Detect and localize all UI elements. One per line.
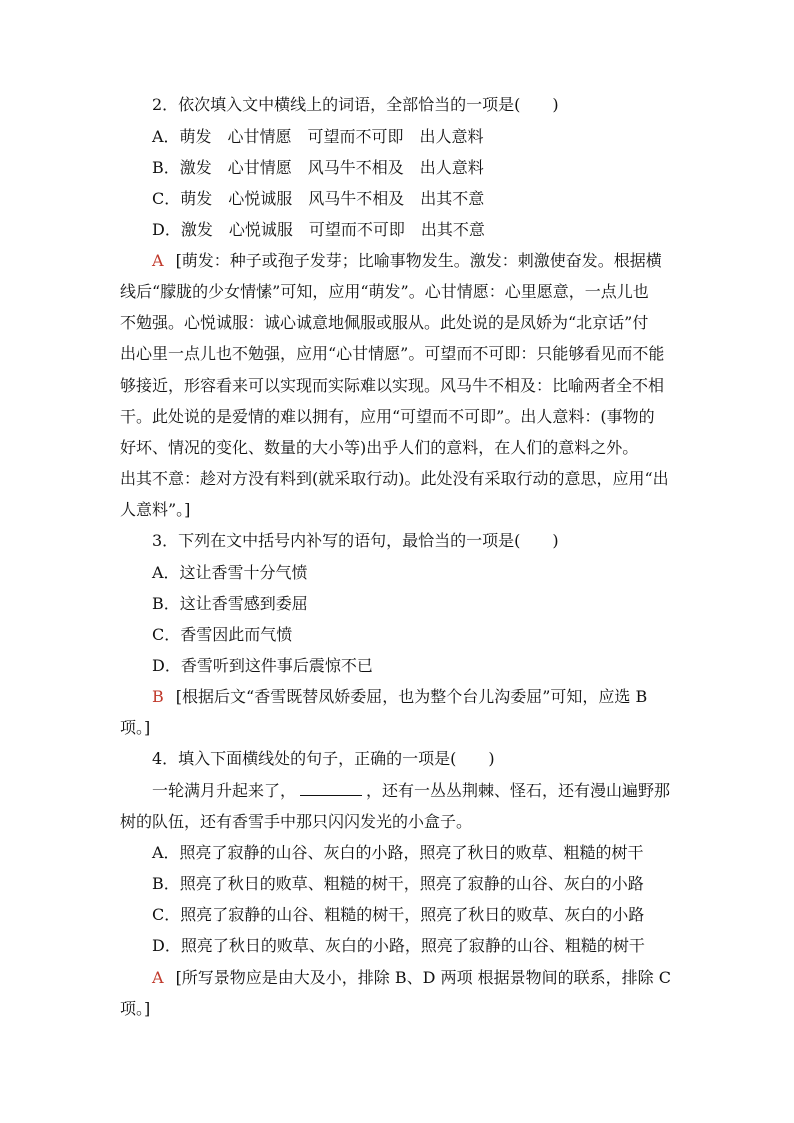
q4-explanation-line-2: 项。] [120, 999, 151, 1018]
q2-explanation-line-1 [152, 251, 662, 271]
q2-explanation-line-7: 好坏、情况的变化、数量的大小等)出乎人们的意料，在人们的意料之外。 [120, 438, 639, 457]
q3-option-a: A．这让香雪十分气愤 [152, 563, 308, 582]
q4-option-b: B．照亮了秋日的败草、粗糙的树干，照亮了寂静的山谷、灰白的小路 [152, 874, 644, 893]
q4-option-d: D．照亮了秋日的败草、灰白的小路，照亮了寂静的山谷、粗糙的树干 [152, 936, 645, 955]
q4-passage-line-2: 树的队伍，还有香雪手中那只闪闪发光的小盒子。 [120, 812, 473, 831]
q2-option-d: D．激发 心悦诚服 可望而不可即 出其不意 [152, 220, 485, 239]
q2-option-c: C．萌发 心悦诚服 风马牛不相及 出其不意 [152, 189, 485, 208]
q3-answer: B [152, 687, 164, 706]
q2-explanation-line-3: 不勉强。心悦诚服：诚心诚意地佩服或服从。此处说的是凤娇为“北京话”付 [120, 313, 649, 332]
q3-explanation-line-1 [152, 687, 647, 707]
q2-explanation-line-9: 人意料”。] [120, 500, 191, 519]
q4-passage-before-blank: 一轮满月升起来了， [152, 781, 297, 800]
q3-explanation-line-2: 项。] [120, 718, 151, 737]
q2-explanation-line-5: 够接近，形容看来可以实现而实际难以实现。风马牛不相及：比喻两者全不相 [120, 376, 665, 395]
q3-option-c: C．香雪因此而气愤 [152, 625, 293, 644]
q2-option-b: B．激发 心甘情愿 风马牛不相及 出人意料 [152, 158, 484, 177]
q4-answer: A [152, 968, 164, 987]
q2-option-a: A．萌发 心甘情愿 可望而不可即 出人意料 [152, 127, 484, 146]
q2-stem: 2．依次填入文中横线上的词语，全部恰当的一项是( ) [152, 95, 559, 114]
q4-passage-line-1 [152, 781, 670, 801]
q4-explanation-line-1 [152, 968, 671, 988]
q3-explanation-text-1: [根据后文“香雪既替凤娇委屈，也为整个台儿沟委屈”可知，应选 B [175, 687, 648, 706]
q2-explanation-line-4: 出心里一点儿也不勉强，应用“心甘情愿”。可望而不可即：只能够看见而不能 [120, 344, 665, 363]
q2-explanation-line-2: 线后“朦胧的少女情愫”可知，应用“萌发”。心甘情愿：心里愿意，一点儿也 [120, 282, 649, 301]
q2-explanation-line-6: 干。此处说的是爱情的难以拥有，应用“可望而不可即”。出人意料：(事物的 [120, 407, 655, 426]
q4-option-c: C．照亮了寂静的山谷、粗糙的树干，照亮了秋日的败草、灰白的小路 [152, 905, 645, 924]
q3-stem: 3．下列在文中括号内补写的语句，最恰当的一项是( ) [152, 531, 559, 550]
q4-option-a: A．照亮了寂静的山谷、灰白的小路，照亮了秋日的败草、粗糙的树干 [152, 843, 644, 862]
q4-explanation-text-1: [所写景物应是由大及小，排除 B、D 两项 根据景物间的联系，排除 C [175, 968, 671, 987]
q2-answer: A [152, 251, 164, 270]
q4-blank [300, 781, 362, 796]
q2-explanation-text-1: [萌发：种子或孢子发芽；比喻事物发生。激发：刺激使奋发。根据横 [175, 251, 662, 270]
q4-stem: 4．填入下面横线处的句子，正确的一项是( ) [152, 749, 495, 768]
q3-option-b: B．这让香雪感到委屈 [152, 594, 308, 613]
q3-option-d: D．香雪听到这件事后震惊不已 [152, 656, 373, 675]
q4-passage-after-blank: ，还有一丛丛荆棘、怪石，还有漫山遍野那 [366, 781, 671, 800]
q2-explanation-line-8: 出其不意：趁对方没有料到(就采取行动)。此处没有采取行动的意思，应用“出 [120, 469, 669, 488]
